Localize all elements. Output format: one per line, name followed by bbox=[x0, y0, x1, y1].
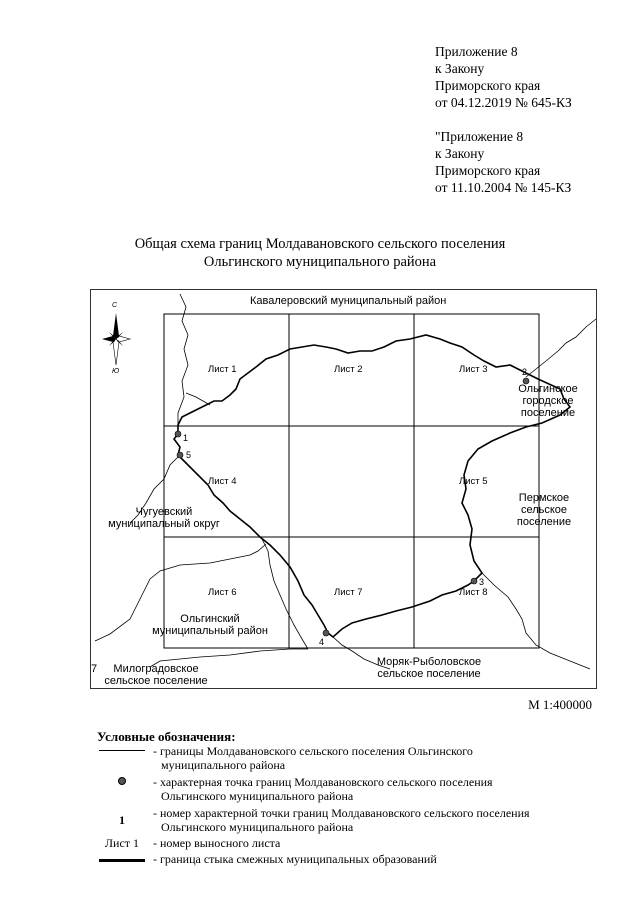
appendix-line: к Закону bbox=[435, 146, 485, 161]
label-milogradovskoe-num: 7 bbox=[91, 663, 98, 675]
label-milogradovskoe bbox=[96, 663, 216, 687]
appendix-block-original bbox=[435, 128, 571, 196]
label-line: муниципальный район bbox=[152, 625, 268, 637]
legend-text-line: - номер характерной точки границ Молдавановского сельского поселения bbox=[153, 806, 530, 820]
legend-text-line: - граница стыка смежных муниципальных образований bbox=[153, 852, 437, 866]
label-chuguevsky bbox=[94, 506, 234, 530]
sheet-label-4: Лист 4 bbox=[208, 476, 237, 487]
appendix-line: к Закону bbox=[435, 61, 485, 76]
label-line: поселение bbox=[520, 407, 576, 419]
point-5 bbox=[177, 452, 183, 458]
point-number-2: 2 bbox=[522, 367, 528, 377]
label-line: городское bbox=[522, 395, 574, 407]
label-line: Моряк-Рыболовское bbox=[376, 656, 482, 668]
label-moryak-rybolovskoe bbox=[364, 656, 494, 680]
map-title bbox=[0, 235, 640, 271]
title-line-1: Общая схема границ Молдавановского сельского поселения bbox=[134, 236, 506, 252]
junction-line-symbol bbox=[97, 859, 147, 862]
legend-text-line: Ольгинского муниципального района bbox=[161, 820, 354, 834]
point-number-5: 5 bbox=[186, 450, 192, 460]
label-line: сельское поселение bbox=[377, 668, 481, 680]
point-4 bbox=[323, 630, 329, 636]
title-line-2: Ольгинского муниципального района bbox=[203, 254, 437, 270]
label-line: Милоградовское bbox=[113, 663, 199, 675]
legend-title: Условные обозначения: bbox=[97, 729, 236, 744]
label-line: поселение bbox=[516, 516, 572, 528]
boundary-map bbox=[90, 289, 597, 689]
label-line: Ольгинское bbox=[518, 383, 578, 395]
label-permskoe bbox=[504, 492, 584, 528]
compass-south-label: Ю bbox=[112, 368, 120, 375]
appendix-line: Приморского края bbox=[435, 78, 541, 93]
map-scale: М 1:400000 bbox=[528, 697, 592, 712]
legend-text-line: муниципального района bbox=[161, 758, 286, 772]
sheet-label-3: Лист 3 bbox=[459, 364, 488, 375]
appendix-line: "Приложение 8 bbox=[435, 129, 524, 144]
point-dot-symbol bbox=[97, 777, 147, 785]
sheet-label-2: Лист 2 bbox=[334, 364, 363, 375]
point-3 bbox=[471, 578, 477, 584]
sheet-label-5: Лист 5 bbox=[459, 476, 488, 487]
point-number-4: 4 bbox=[319, 637, 325, 647]
point-number-3: 3 bbox=[479, 577, 485, 587]
compass-rose-icon bbox=[102, 313, 130, 365]
label-line: Пермское bbox=[518, 492, 570, 504]
sheet-label-6: Лист 6 bbox=[208, 587, 237, 598]
label-olginsky bbox=[146, 613, 274, 637]
legend-text-line: - границы Молдавановского сельского поселения Ольгинского bbox=[153, 744, 473, 758]
label-kavalerovsky: Кавалеровский муниципальный район bbox=[250, 295, 447, 307]
appendix-line: от 11.10.2004 № 145-КЗ bbox=[435, 180, 572, 195]
label-olginskoe bbox=[508, 383, 588, 419]
label-line: Чугуевский bbox=[135, 506, 193, 518]
sheet-label-1: Лист 1 bbox=[208, 364, 237, 375]
label-line: сельское поселение bbox=[104, 675, 208, 687]
appendix-line: Приморского края bbox=[435, 163, 541, 178]
sheet-label-8: Лист 8 bbox=[459, 587, 488, 598]
label-line: Ольгинский bbox=[180, 613, 240, 625]
label-line: муниципальный округ bbox=[108, 518, 220, 530]
appendix-line: от 04.12.2019 № 645-КЗ bbox=[435, 95, 572, 110]
point-1 bbox=[175, 431, 181, 437]
point-number-1: 1 bbox=[183, 433, 189, 443]
sheet-label-7: Лист 7 bbox=[334, 587, 363, 598]
point-number-symbol: 1 bbox=[119, 813, 125, 827]
label-line: сельское bbox=[520, 504, 568, 516]
appendix-line: Приложение 8 bbox=[435, 44, 518, 59]
legend-text-line: - характерная точка границ Молдавановского сельского поселения bbox=[153, 775, 493, 789]
compass-north-label: С bbox=[112, 302, 118, 309]
boundary-line-symbol bbox=[97, 750, 147, 751]
legend-text-line: Ольгинского муниципального района bbox=[161, 789, 354, 803]
sheet-number-symbol: Лист 1 bbox=[104, 836, 140, 850]
appendix-block-current bbox=[435, 43, 572, 111]
legend-text-line: - номер выносного листа bbox=[153, 836, 281, 850]
